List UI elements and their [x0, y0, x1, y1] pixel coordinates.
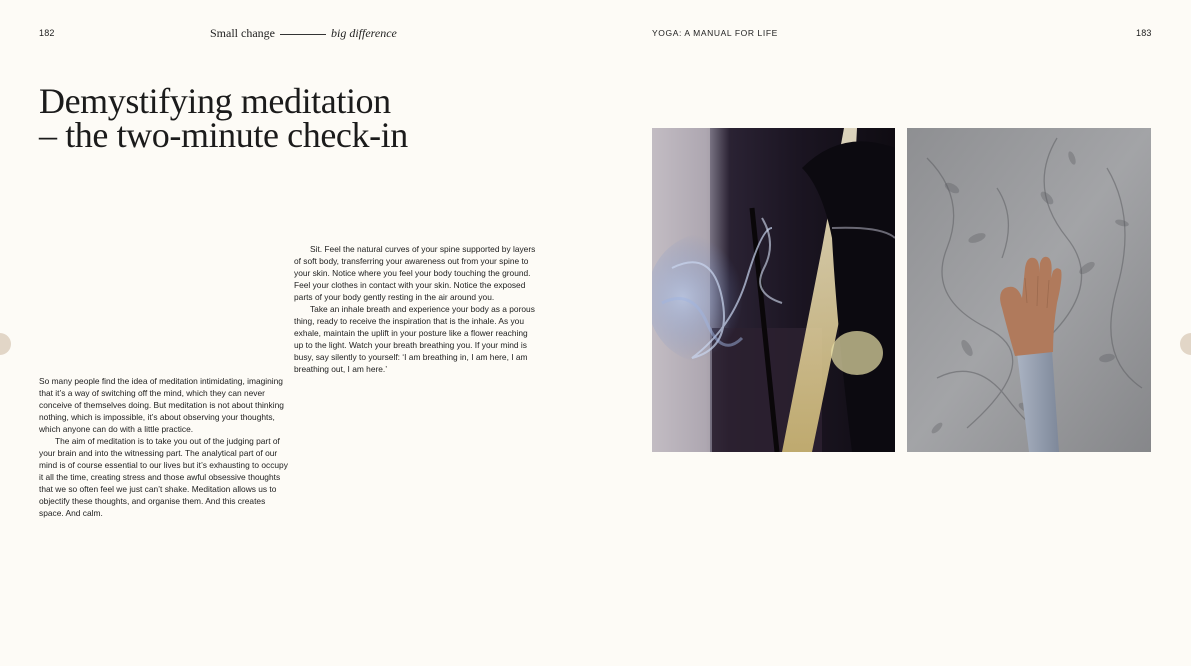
running-head-left-italic: big difference: [330, 26, 397, 40]
practice-column: [294, 243, 539, 375]
intro-paragraph-2: The aim of meditation is to take you out of the judging part of your brain and into the witnessing part. The analytical part of our mind is of course essential to our lives but it’s exhausting to occupy it all the time, creating stress and those awful obsessive thoughts that we so often feel we just can’t shake. Meditation allows us to objectify these thoughts, and organise them. And this creates space. And calm.: [39, 436, 288, 518]
page-title-line-1: Demystifying meditation: [39, 81, 391, 121]
intro-paragraph-1: So many people find the idea of meditation intimidating, imagining that it’s a way of switching off the mind, which they can never conceive of themselves doing. But meditation is not about thinking nothing, which is impossible, it’s about observing your thoughts, which anyone can do with a little practice.: [39, 376, 284, 434]
practice-paragraph-2: Take an inhale breath and experience your body as a porous thing, ready to receive the inspiration that is the inhale. As you exhale, maintain the uplift in your posture like a flower reaching up to the light. Watch your breath breathing you. If your mind is busy, say silently to yourself: ‘I am breathing in, I am here, I am breathing out, I am here.’: [294, 304, 535, 374]
next-page-tab[interactable]: [1180, 333, 1191, 355]
incense-smoke-photo: [652, 128, 895, 452]
page-title: [39, 81, 408, 155]
page-title-line-2: – the two-minute check-in: [39, 115, 408, 155]
hand-on-wall-photo: [907, 128, 1151, 452]
page-number-right: 183: [1136, 28, 1152, 38]
page-number-left: 182: [39, 28, 55, 38]
running-head-right: YOGA: A MANUAL FOR LIFE: [652, 28, 778, 38]
practice-paragraph-1: Sit. Feel the natural curves of your spine supported by layers of soft body, transferring your awareness out from your spine to your skin. Notice where you feel your body touching the ground. Feel your clothes in contact with your skin. Notice the exposed parts of your body gently resting in the air around you.: [294, 244, 536, 302]
running-head-rule: [280, 34, 326, 35]
running-head-left-text: Small change: [210, 26, 275, 40]
running-head-left: [210, 26, 397, 41]
intro-column: [39, 375, 289, 519]
prev-page-tab[interactable]: [0, 333, 11, 355]
